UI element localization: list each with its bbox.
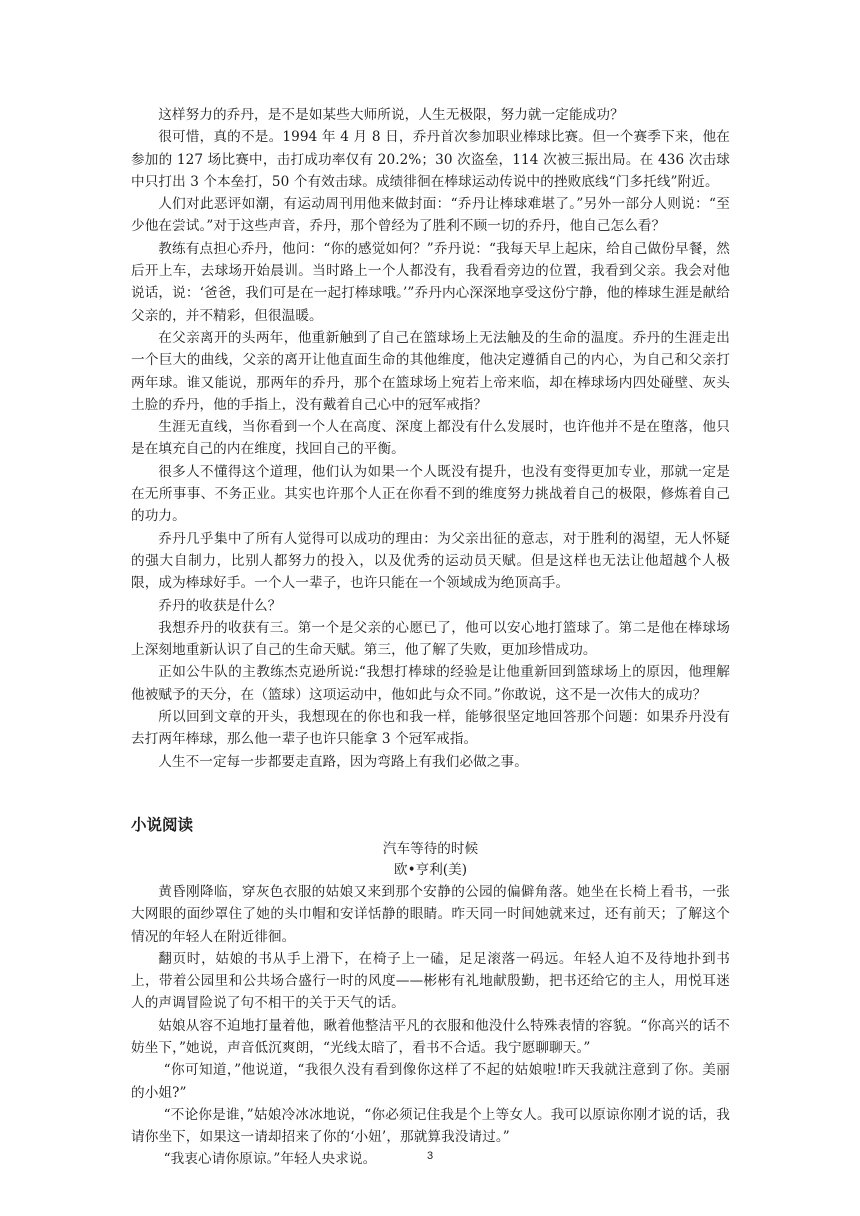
essay-paragraph-6: 生涯无直线，当你看到一个人在高度、深度上都没有什么发展时，也许他并不是在堕落，他只是在填充自己的内在维度，找回自己的平衡。 [131,419,730,458]
essay-paragraph-10: 我想乔丹的收获有三。第一个是父亲的心愿已了，他可以安心地打篮球了。第二是他在棒球场上深刻地重新认识了自己的生命天赋。第三，他了解了失败，更加珍惜成功。 [131,619,730,659]
essay-paragraph-5: 在父亲离开的头两年，他重新触到了自己在篮球场上无法触及的生命的温度。乔丹的生涯走出一个巨大的曲线，父亲的离开让他直面生命的其他维度，他决定遵循自己的内心，为自己和父亲打两年球。谁又能说，那两年的乔丹，那个在篮球场上宛若上帝来临，却在棒球场内四处碰壁、灰头土脸的乔丹，他的手指上，没有戴着自己心中的冠军戒指？ [131,329,730,413]
story-title: 汽车等待的时候 [382,840,479,857]
essay-paragraph-7: 很多人不懂得这个道理，他们认为如果一个人既没有提升，也没有变得更加专业，那就一定是在无所事事、不务正业。其实也许那个人正在你看不到的维度努力挑战着自己的极限，修炼着自己的功力。 [131,463,730,525]
novel-paragraph-4: “你可知道，”他说道，“我很久没有看到像你这样了不起的姑娘啦!昨天我就注意到了你。美丽的小姐?” [131,1062,730,1101]
novel-section [131,813,730,1171]
essay-paragraph-1: 这样努力的乔丹，是不是如某些大师所说，人生无极限，努力就一定能成功？ [158,107,624,123]
page-content [131,104,730,1171]
section-spacer [131,773,730,799]
essay-paragraph-2: 很可惜，真的不是。1994 年 4 月 8 日，乔丹首次参加职业棒球比赛。但一个赛季下来，他在参加的 127 场比赛中，击打成功率仅有 20.2%；30 次盗垒，114 次被三振出局。在 436 次击球中只打出 3 个本垒打，50 个有效击球。成绩徘徊在棒球运动传说中的挫败底线“门多托线”附近。 [131,129,730,190]
essay-paragraph-4: 教练有点担心乔丹，他问：“你的感觉如何？”乔丹说：“我每天早上起床，给自己做份早餐，然后开上车，去球场开始晨训。当时路上一个人都没有，我看看旁边的位置，我看到父亲。我会对他说话，说：‘爸爸，我们可是在一起打棒球哦。’”乔丹内心深深地享受这份宁静，他的棒球生涯是献给父亲的，并不精彩，但很温暖。 [131,240,730,324]
essay-paragraph-13: 人生不一定每一步都要走直路，因为弯路上有我们必做之事。 [158,753,528,770]
novel-paragraph-2: 翻页时，姑娘的书从手上滑下，在椅子上一磕，足足滚落一码远。年轻人迫不及待地扑到书上，带着公园里和公共场合盛行一时的风度——彬彬有礼地献殷勤，把书还给它的主人，用悦耳迷人的声调冒险说了句不相干的关于天气的话。 [131,950,730,1012]
essay-paragraph-8: 乔丹几乎集中了所有人觉得可以成功的理由：为父亲出征的意志，对于胜利的渴望，无人怀疑的强大自制力，比别人都努力的投入，以及优秀的运动员天赋。但是这样也无法让他超越个人极限，成为棒球好手。一个人一辈子，也许只能在一个领域成为绝顶高手。 [131,530,730,592]
essay-paragraph-9: 乔丹的收获是什么？ [158,597,282,614]
essay-section [131,104,730,773]
page-number: 3 [426,1150,434,1162]
essay-paragraph-3: 人们对此恶评如潮，有运动周刊用他来做封面：“乔丹让棒球难堪了。”另外一部分人则说：“至少他在尝试。”对于这些声音，乔丹，那个曾经为了胜利不顾一切的乔丹，他自己怎么看？ [131,196,730,235]
story-author: 欧•亨利(美) [394,861,467,878]
novel-paragraph-3: 姑娘从容不迫地打量着他，瞅着他整洁平凡的衣服和他没什么特殊表情的容貌。“你高兴的话不妨坐下，”她说，声音低沉爽朗，“光线太暗了，看书不合适。我宁愿聊聊天。” [131,1017,730,1056]
essay-paragraph-12: 所以回到文章的开头，我想现在的你也和我一样，能够很坚定地回答那个问题：如果乔丹没有去打两年棒球，那么他一辈子也许只能拿 3 个冠军戒指。 [131,709,730,748]
section-title: 小说阅读 [131,815,194,834]
essay-paragraph-11: 正如公牛队的主教练杰克逊所说:“我想打棒球的经验是让他重新回到篮球场上的原因，他理解他被赋予的天分，在（篮球）这项运动中，他如此与众不同。”你敢说，这不是一次伟大的成功？ [131,664,730,703]
novel-paragraph-6: “我衷心请你原谅。”年轻人央求说。 [163,1151,377,1168]
novel-paragraph-5: “不论你是谁，”姑娘冷冰冰地说，“你必须记住我是个上等女人。我可以原谅你刚才说的话，我请你坐下，如果这一请却招来了你的‘小妞’，那就算我没请过。” [131,1106,730,1146]
novel-paragraph-1: 黄昏刚降临，穿灰色衣服的姑娘又来到那个安静的公园的偏僻角落。她坐在长椅上看书，一张大网眼的面纱罩住了她的头巾帽和安详恬静的眼睛。昨天同一时间她就来过，还有前天；了解这个情况的年轻人在附近徘徊。 [131,883,730,945]
